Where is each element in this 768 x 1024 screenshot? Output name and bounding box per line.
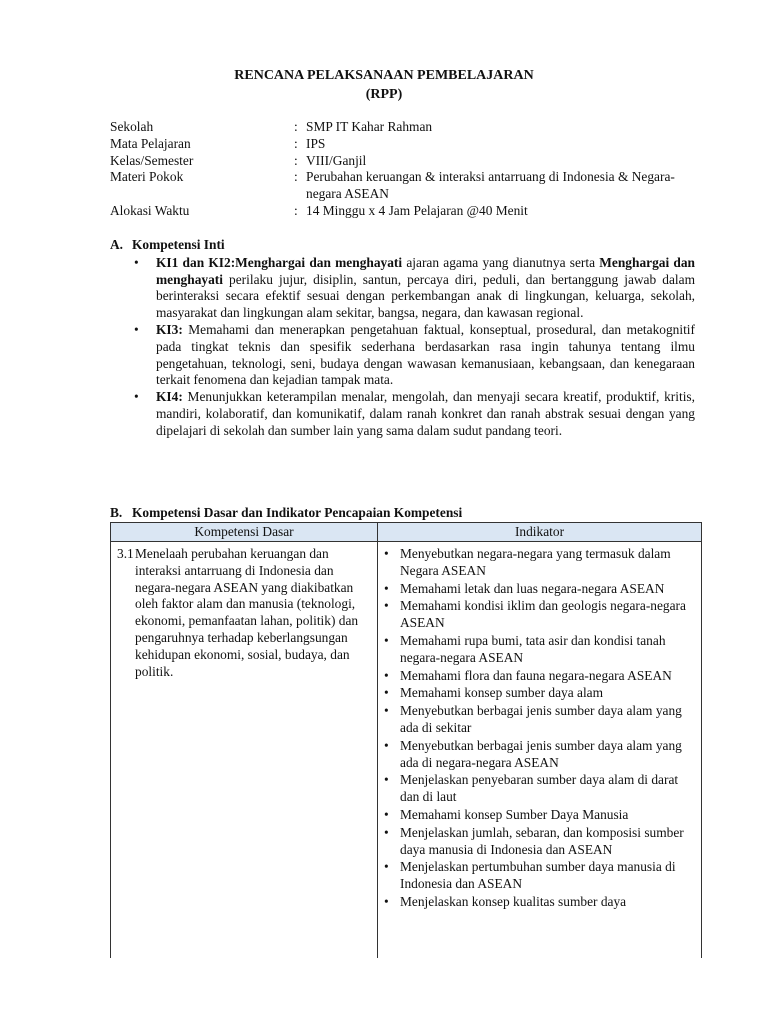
indicator-text: Menjelaskan jumlah, sebaran, dan komposisi sumber daya manusia di Indonesia dan ASEAN: [400, 824, 684, 857]
kd-description: Menelaah perubahan keruangan dan interaksi antarruang di Indonesia dan negara-negara ASEAN yang diakibatkan oleh faktor alam dan manusia (teknologi, ekonomi, pemanfaatan lahan, politik) dan pengaruhnya terhadap keberlangsungan kehidupan ekonomi, sosial, budaya, dan politik.: [135, 546, 359, 679]
meta-colon: :: [294, 202, 298, 218]
meta-colon: :: [294, 135, 298, 151]
section-title: Kompetensi Dasar dan Indikator Pencapaian Kompetensi: [132, 505, 463, 520]
indicator-text: Memahami kondisi iklim dan geologis negara-negara ASEAN: [400, 598, 686, 631]
indicator-text: Menjelaskan konsep kualitas sumber daya: [400, 893, 627, 909]
meta-label: Alokasi Waktu: [110, 202, 190, 218]
list-item: [378, 772, 697, 806]
bullet-icon: •: [384, 703, 389, 719]
bullet-icon: •: [384, 580, 389, 596]
meta-label: Materi Pokok: [110, 169, 184, 185]
kd-number: 3.1: [117, 546, 134, 561]
meta-colon: :: [294, 169, 298, 185]
ki-list: [110, 255, 695, 440]
list-item: [378, 807, 697, 824]
meta-row-mata-pelajaran: [110, 136, 690, 153]
indicator-list: [378, 542, 701, 958]
list-item: [378, 546, 697, 580]
indicator-text: Memahami letak dan luas negara-negara ASEAN: [400, 580, 665, 596]
section-kompetensi-inti: [110, 237, 695, 440]
kd-cell: [111, 542, 378, 959]
bullet-icon: •: [384, 806, 389, 822]
list-item: [378, 825, 697, 859]
meta-label: Sekolah: [110, 119, 154, 134]
ki-item-ki3: [110, 322, 695, 389]
indicator-text: Memahami flora dan fauna negara-negara ASEAN: [400, 667, 672, 683]
indikator-cell: [378, 542, 702, 959]
bullet-icon: •: [384, 632, 389, 648]
bullet-icon: •: [134, 321, 139, 337]
bullet-icon: •: [384, 859, 389, 875]
bullet-icon: •: [384, 685, 389, 701]
indicator-text: Memahami konsep Sumber Daya Manusia: [400, 806, 629, 822]
meta-value: 14 Minggu x 4 Jam Pelajaran @40 Menit: [306, 202, 528, 218]
meta-value: Perubahan keruangan & interaksi antarruang di Indonesia & Negara-negara ASEAN: [306, 169, 675, 202]
list-item: [378, 685, 697, 702]
bullet-icon: •: [384, 824, 389, 840]
ki-text: perilaku jujur, disiplin, santun, percaya diri, peduli, dan bertanggung jawab dalam berinteraksi secara efektif sesuai dengan perkembangan anak di lingkungan, keluarga, sekolah, masyarakat dan lingkungan alam sekitar, bangsa, negara, dan kawasan regional.: [156, 271, 695, 321]
list-item: [378, 703, 697, 737]
ki-emphasis: Menghargai dan menghayati: [156, 254, 696, 287]
indicator-text: Menyebutkan negara-negara yang termasuk dalam Negara ASEAN: [400, 546, 671, 578]
bullet-icon: •: [384, 737, 389, 753]
section-letter: A.: [110, 237, 124, 252]
meta-row-alokasi-waktu: [110, 203, 690, 220]
indicator-text: Menyebutkan berbagai jenis sumber daya alam yang ada di sekitar: [400, 703, 682, 735]
table-row: [111, 542, 702, 959]
meta-label: Kelas/Semester: [110, 152, 194, 168]
list-item: [378, 581, 697, 598]
ki-emphasis: Menghargai dan menghayati: [235, 254, 403, 270]
meta-value: IPS: [306, 135, 326, 151]
ki-label: KI3:: [156, 321, 183, 337]
meta-colon: :: [294, 119, 298, 134]
list-item: [378, 738, 697, 772]
indicator-text: Memahami rupa bumi, tata asir dan kondisi tanah negara-negara ASEAN: [400, 632, 666, 665]
section-heading: [110, 237, 695, 254]
document-title: RENCANA PELAKSANAAN PEMBELAJARAN: [234, 68, 534, 83]
ki-label: KI1 dan KI2:: [156, 254, 236, 270]
list-item: [378, 598, 697, 632]
bullet-icon: •: [384, 546, 389, 561]
ki-text: Menunjukkan keterampilan menalar, mengolah, dan menyaji secara kreatif, produktif, kritis, mandiri, kolaboratif, dan komunikatif, dalam ranah konkret dan ranah abstrak sesuai dengan yang dipelajari di sekolah dan sumber lain yang sama dalam sudut pandang teori.: [156, 389, 695, 438]
ki-text: ajaran agama yang dianutnya serta: [402, 254, 600, 270]
meta-row-kelas-semester: [110, 153, 690, 170]
section-letter: B.: [110, 505, 123, 520]
bullet-icon: •: [384, 598, 389, 614]
meta-row-materi-pokok: [110, 169, 690, 203]
table-header-row: [111, 523, 702, 542]
list-item: [378, 668, 697, 685]
indicator-text: Menjelaskan penyebaran sumber daya alam di darat dan di laut: [400, 772, 679, 805]
list-item: [378, 633, 697, 667]
header-indikator: Indikator: [378, 523, 702, 542]
list-item: [378, 859, 697, 893]
bullet-icon: •: [384, 772, 389, 788]
indicator-text: Menyebutkan berbagai jenis sumber daya alam yang ada di negara-negara ASEAN: [400, 737, 682, 770]
ki-text: Memahami dan menerapkan pengetahuan faktual, konseptual, prosedural, dan metakognitif pada tingkat teknis dan spesifik sederhana berdasarkan rasa ingin tahunya tentang ilmu pengetahuan, teknologi, seni, budaya dengan wawasan kemanusiaan, kebangsaan, dan kenegaraan terkait fenomena dan kejadian tampak mata.: [156, 321, 695, 388]
indicator-text: Menjelaskan pertumbuhan sumber daya manusia di Indonesia dan ASEAN: [400, 859, 676, 892]
kompetensi-table: [110, 522, 702, 958]
meta-value: VIII/Ganjil: [306, 152, 367, 168]
bullet-icon: •: [384, 893, 389, 909]
meta-value: SMP IT Kahar Rahman: [306, 119, 433, 134]
ki-label: KI4:: [156, 389, 183, 405]
identity-block: [110, 119, 690, 220]
header-kompetensi-dasar: Kompetensi Dasar: [111, 523, 378, 542]
ki-item-ki4: [110, 389, 695, 439]
section-title: Kompetensi Inti: [132, 237, 225, 252]
bullet-icon: •: [134, 389, 139, 405]
bullet-icon: •: [134, 254, 139, 270]
section-heading: [110, 505, 702, 522]
ki-item-ki1-ki2: [110, 255, 695, 322]
list-item: [378, 894, 697, 911]
meta-label: Mata Pelajaran: [110, 135, 191, 151]
section-kompetensi-dasar: [110, 505, 702, 522]
meta-colon: :: [294, 152, 298, 168]
bullet-icon: •: [384, 667, 389, 683]
document-subtitle: (RPP): [365, 87, 403, 102]
meta-row-sekolah: [110, 119, 690, 136]
indicator-text: Memahami konsep sumber daya alam: [400, 685, 604, 701]
